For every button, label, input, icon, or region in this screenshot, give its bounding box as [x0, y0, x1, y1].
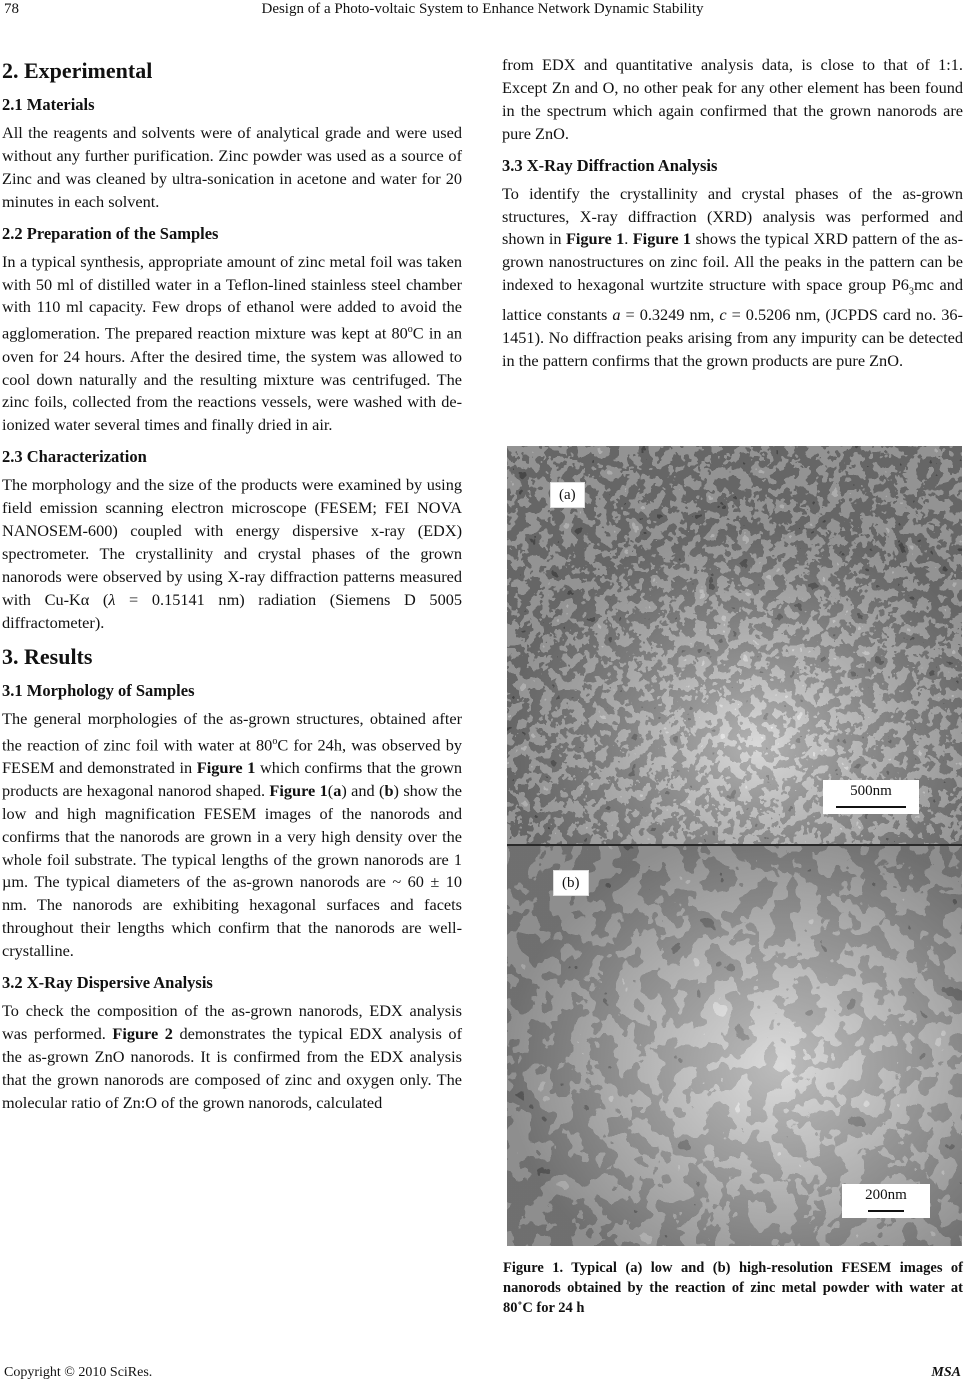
journal-abbreviation: MSA [931, 1365, 961, 1380]
panel-b-scale-bar [842, 1184, 930, 1218]
section-experimental-title: 2. Experimental [2, 58, 153, 83]
section-results-title: 3. Results [2, 643, 93, 669]
running-title: Design of a Photo-voltaic System to Enhance Network Dynamic Stability [261, 1, 704, 17]
fesem-panel-a [507, 446, 962, 844]
subsection-xrd-title: 3.3 X-Ray Diffraction Analysis [502, 155, 718, 175]
copyright-notice: Copyright © 2010 SciRes. [4, 1365, 153, 1380]
subsection-preparation-title: 2.2 Preparation of the Samples [2, 223, 219, 243]
morphology-paragraph: The general morphologies of the as-grown structures, obtained after the reaction of zinc foil with water at 80$^o$C for 24h, was observed by FESEM and demonstrated in Figure 1 which confirms that the grown products are hexagonal nanorod shaped. Figure 1(a) and (b) show the low and high magnification FESEM images of the nanorods and confirms that the nanorods are grown in a very high density over the whole foil substrate. The typical lengths of the grown nanorods are 1 µm. The typical diameters of the as-grown nanorods are ~ 60 ± 10 nm. The nanorods are exhibiting hexagonal surfaces and facets throughout their lengths which confirm that the nanorods are well-crystalline. [2, 708, 462, 961]
figure-1-caption: Figure 1. Typical (a) low and (b) high-resolution FESEM images of nanorods obtained by the reaction of zinc metal powder with water at 80˚C for 24 h [503, 1260, 963, 1316]
panel-b-scale-text: 200nm [865, 1187, 907, 1203]
panel-a-label: (a) [550, 482, 585, 508]
subsection-edx-title: 3.2 X-Ray Dispersive Analysis [2, 973, 213, 993]
edx-paragraph: To check the composition of the as-grown nanorods, EDX analysis was performed. Figure 2 demonstrates the typical EDX analysis of the as-grown ZnO nanorods. It is confirmed from the EDX analysis that the grown nanorods are composed of zinc and oxygen only. The molecular ratio of Zn:O of the grown nanorods, calculated [2, 1001, 462, 1112]
xrd-paragraph: To identify the crystallinity and crystal phases of the as-grown structures, X-ray diffraction (XRD) analysis was performed and shown in Figure 1. Figure 1 shows the typical XRD pattern of the as-grown nanostructures on zinc foil. All the peaks in the pattern can be indexed to hexagonal wurtzite structure with space group $P6_3mc$ and lattice constants a = 0.3249 nm, c = 0.5206 nm, (JCPDS card no. 36-1451). No diffraction peaks arising from any impurity can be detected in the pattern confirms that the grown products are pure ZnO. [502, 183, 963, 371]
panel-b-label: (b) [553, 870, 589, 896]
panel-a-scale-line [836, 806, 906, 808]
figure-1-fesem [507, 446, 962, 1246]
characterization-paragraph: The morphology and the size of the products were examined by using field emission scanning electron microscope (FESEM; FEI NOVA NANOSEM-600) coupled with energy dispersive x-ray (EDX) spectrometer. The crystallinity and crystal phases of the grown nanorods were observed by using X-ray diffraction patterns measured with Cu-Kα (λ = 0.15141 nm) radiation (Siemens D 5005 diffractometer). [2, 475, 462, 632]
panel-a-scale-bar [823, 780, 919, 814]
right-column [502, 54, 963, 382]
subsection-materials-title: 2.1 Materials [2, 95, 95, 114]
page-number: 78 [4, 1, 19, 17]
left-column [2, 52, 462, 1124]
preparation-paragraph: In a typical synthesis, appropriate amount of zinc metal foil was taken with 50 ml of distilled water in a Teflon-lined stainless steel chamber with 110 ml capacity. Few drops of ethanol were added to avoid the agglomeration. The prepared reaction mixture was kept at 80$^o$C in an oven for 24 hours. After the desired time, the system was allowed to cool down naturally and the resulting mixture was centrifuged. The zinc foils, collected from the reactions vessels, were washed with de-ionized water several times and finally dried in air. [2, 251, 463, 435]
materials-paragraph: All the reagents and solvents were of analytical grade and were used without any further purification. Zinc powder was used as a source of Zinc and was cleaned by ultra-sonication in acetone and water for 20 minutes in each solvent. [2, 123, 462, 211]
fesem-panel-b [507, 846, 962, 1246]
panel-a-scale-text: 500nm [850, 783, 892, 799]
page-header [0, 0, 965, 30]
subsection-characterization-title: 2.3 Characterization [2, 447, 147, 467]
edx-continued-paragraph: from EDX and quantitative analysis data, is close to that of 1:1. Except Zn and O, no other peak for any other element has been found in the spectrum which again confirmed that the grown nanorods are pure ZnO. [502, 55, 963, 143]
panel-b-scale-line [868, 1210, 904, 1212]
subsection-morphology-title: 3.1 Morphology of Samples [2, 680, 195, 700]
